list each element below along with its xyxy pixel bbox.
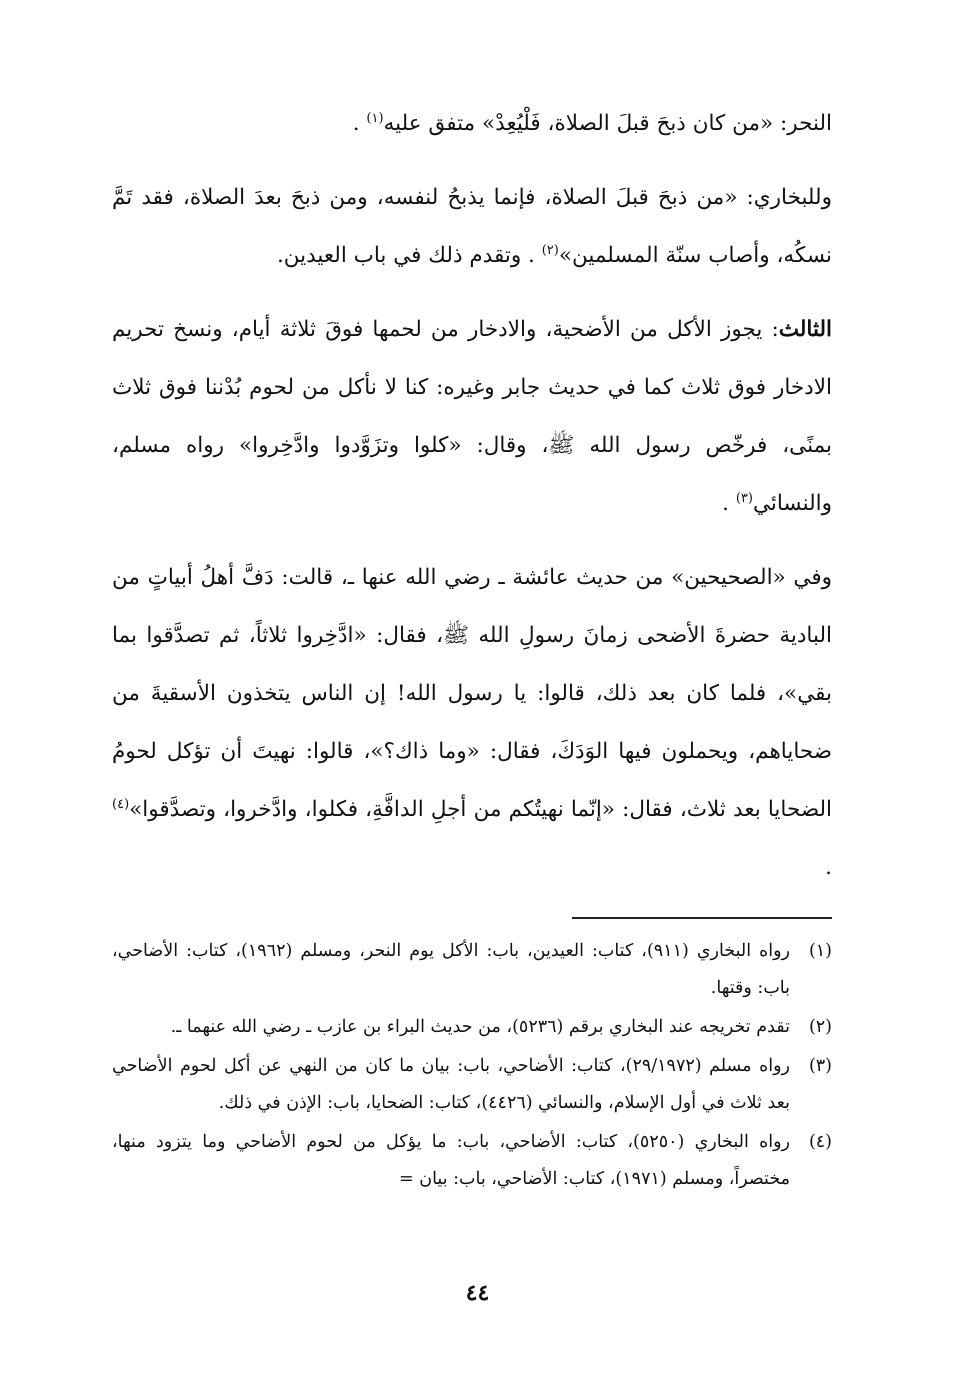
footnote-text: رواه البخاري (٩١١)، كتاب: العيدين، باب: الأكل يوم النحر، ومسلم (١٩٦٢)، كتاب: الأضاحي، باب: وقتها. — [112, 941, 790, 998]
footnote — [112, 1124, 832, 1198]
footnote-number: (٣) — [808, 1056, 832, 1076]
footnote-number: (٤) — [808, 1132, 832, 1152]
footnote-divider — [572, 917, 832, 919]
footnote-text: رواه البخاري (٥٢٥٠)، كتاب: الأضاحي، باب: ما يؤكل من لحوم الأضاحي وما يتزود منها، مختصراً، ومسلم (١٩٧١)، كتاب: الأضاحي، باب: بيان = — [112, 1132, 791, 1189]
paragraph-3: الثالث: يجوز الأكل من الأضحية، والادخار من لحمها فوقَ ثلاثة أيام، ونسخ تحريم الادخار فوق ثلاث كما في حديث جابر وغيره: كنا لا نأكل من لحوم بُدْننا فوق ثلاث بمنًى، فرخّص رسول الله ﷺ، وقال: «كلوا وتزَوَّدوا وادَّخِروا» رواه مسلم، والنسائي$^{(٣)}$ . — [112, 317, 832, 516]
footnote — [112, 933, 832, 1007]
paragraph-1: النحر: «من كان ذبحَ قبلَ الصلاة، فَلْيُعِدْ» متفق عليه$^{(١)}$ . — [352, 110, 832, 136]
footnote-ref: (١) — [366, 110, 384, 126]
paragraph-4: وفي «الصحيحين» من حديث عائشة ـ رضي الله عنها ـ، قالت: دَفَّ أهلُ أبياتٍ من البادية حضرةَ الأضحى زمانَ رسولِ الله ﷺ، فقال: «ادَّخِروا ثلاثاً، ثم تصدَّقوا بما بقي»، فلما كان بعد ذلك، قالوا: يا رسول الله! إن الناس يتخذون الأسقيةَ من ضحاياهم، ويحملون فيها الوَدَكَ، فقال: «وما ذاك؟»، قالوا: نهيتَ أن تؤكل لحومُ الضحايا بعد ثلاث، فقال: «إنّما نهيتُكم من أجلِ الدافَّةِ، فكلوا، وادَّخروا، وتصدَّقوا»$^{(٤)}$ . — [112, 565, 832, 880]
footnote-text: رواه مسلم (٢٩/١٩٧٢)، كتاب: الأضاحي، باب: بيان ما كان من النهي عن أكل لحوم الأضاحي بعد ثلاث في أول الإسلام، والنسائي (٤٤٢٦)، كتاب: الضحايا، باب: الإذن في ذلك. — [112, 1056, 791, 1113]
footnote-ref: (٣) — [735, 490, 753, 506]
footnote-text: تقدم تخريجه عند البخاري برقم (٥٢٣٦)، من حديث البراء بن عازب ـ رضي الله عنهما ـ. — [170, 1017, 790, 1037]
footnote — [112, 1048, 832, 1122]
paragraph-2: وللبخاري: «من ذبحَ قبلَ الصلاة، فإنما يذبحُ لنفسه، ومن ذبحَ بعدَ الصلاة، فقد تَمَّ نسكُه، وأصاب سنّة المسلمين»$^{(٢)}$ . وتقدم ذلك في باب العيدين. — [112, 185, 832, 268]
footnote-ref: (٢) — [541, 242, 559, 258]
page-number: ٤٤ — [465, 1280, 490, 1306]
footnote — [112, 1009, 832, 1046]
footnote-number: (١) — [808, 941, 832, 961]
paragraph-lead: الثالث — [778, 317, 832, 342]
page-content — [112, 95, 832, 1200]
footnote-number: (٢) — [808, 1017, 832, 1037]
footnote-ref: (٤) — [112, 796, 130, 812]
